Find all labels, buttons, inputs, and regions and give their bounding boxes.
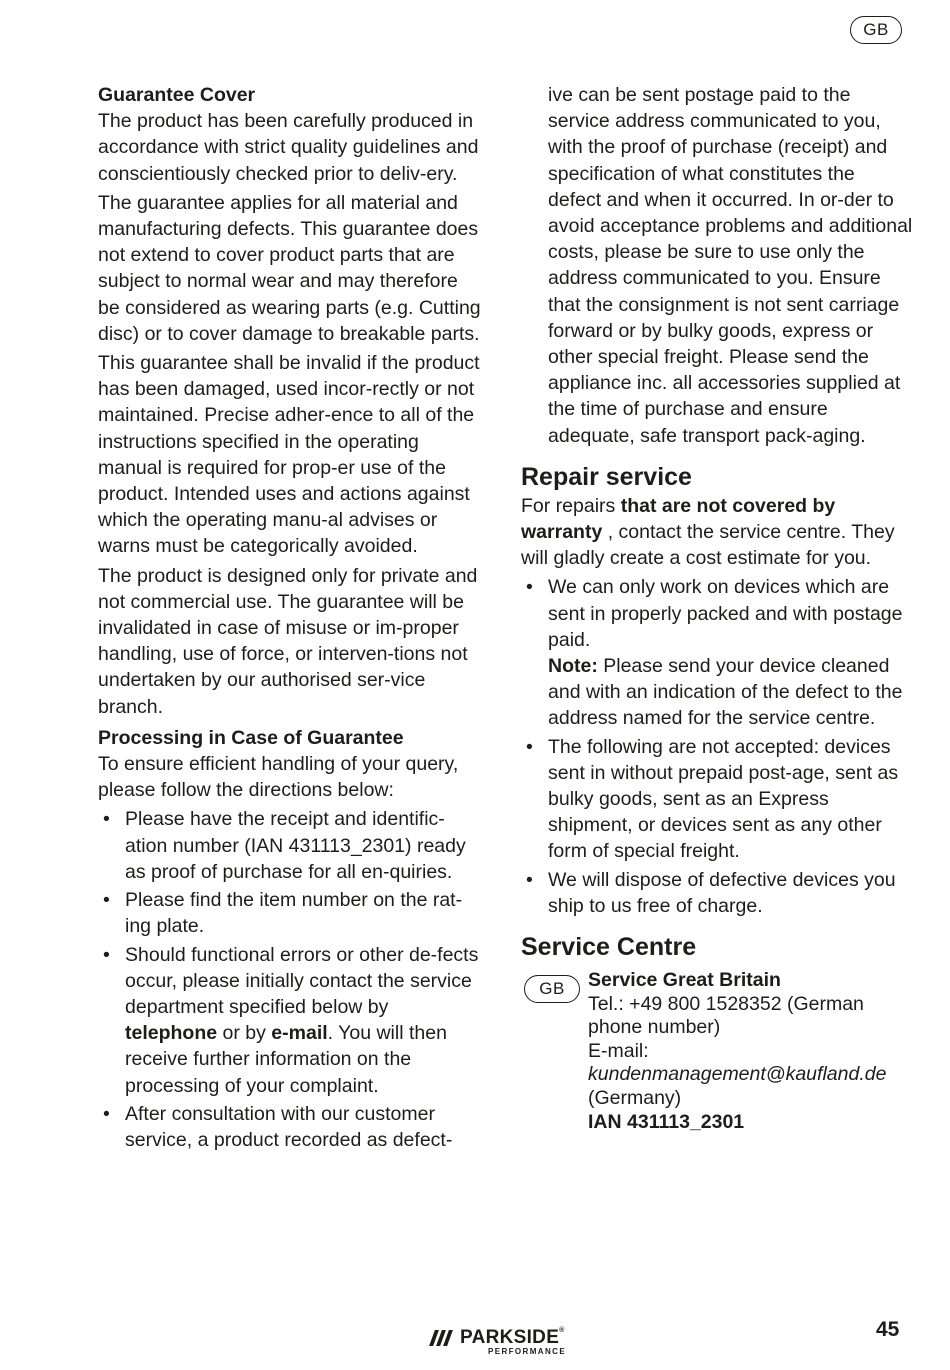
processing-list bbox=[98, 806, 484, 1153]
note bbox=[548, 653, 913, 732]
list-item-text: • We can only work on devices which are sent in properly packed and with postage paid. bbox=[548, 576, 903, 651]
repair-intro bbox=[521, 493, 913, 572]
list-item-text: Should functional errors or other de-fects occur, please initially contact the service department specified below by bbox=[125, 943, 479, 1018]
list-item bbox=[98, 942, 484, 1099]
list-item: • We will dispose of defective devices you ship to us free of charge. bbox=[521, 867, 913, 919]
list-item: • Please find the item number on the rat-ing plate. bbox=[98, 887, 484, 939]
processing-intro: To ensure efficient handling of your query, please follow the directions below: bbox=[98, 753, 459, 802]
service-country: (Germany) bbox=[588, 1087, 682, 1110]
list-item: • After consultation with our customer service, a product recorded as defect- bbox=[98, 1101, 484, 1153]
page-number: 45 bbox=[876, 1318, 900, 1341]
right-column bbox=[521, 82, 913, 1134]
service-name: Service Great Britain bbox=[588, 969, 781, 992]
repair-intro-text: , contact the service centre. They will gladly create a cost estimate for you. bbox=[521, 521, 895, 570]
telephone-emphasis: telephone bbox=[125, 1022, 218, 1045]
list-item-text: . You will then receive further information on the processing of your complaint. bbox=[125, 1022, 447, 1097]
repair-list bbox=[521, 574, 913, 919]
list-item-text: or by bbox=[222, 1022, 266, 1045]
brand-name: PARKSIDE® bbox=[460, 1327, 565, 1348]
list-item bbox=[521, 574, 913, 731]
processing-heading: Processing in Case of Guarantee bbox=[98, 726, 404, 749]
service-email-label: E-mail: bbox=[588, 1039, 649, 1062]
service-phone: Tel.: +49 800 1528352 (German phone number) bbox=[588, 992, 864, 1039]
guarantee-paragraph: The guarantee applies for all material and manufacturing defects. This guarantee does not extend to cover product parts that are subject to normal wear and may therefore be considered as wearing parts (e.g. Cutting disc) or to cover damage to breakable parts. bbox=[98, 191, 481, 345]
parkside-logo bbox=[432, 1327, 566, 1356]
service-centre-address bbox=[521, 969, 913, 1134]
note-text: Please send your device cleaned and with an indication of the defect to the address named for the service centre. bbox=[548, 655, 903, 730]
brand-subline: PERFORMANCE bbox=[488, 1347, 567, 1356]
service-centre-heading: Service Centre bbox=[521, 933, 697, 962]
list-item: • Please have the receipt and identific-ation number (IAN 431113_2301) ready as proof of purchase for all en-quiries. bbox=[98, 806, 484, 885]
note-label: Note: bbox=[548, 655, 598, 678]
repair-intro-text: For repairs bbox=[521, 494, 616, 517]
country-badge: GB bbox=[524, 975, 580, 1003]
country-badge: GB bbox=[850, 16, 902, 44]
service-email: kundenmanagement@kaufland.de bbox=[588, 1063, 887, 1086]
guarantee-paragraph: The product has been carefully produced in accordance with strict quality guidelines and conscientiously checked prior to deliv-ery. bbox=[98, 110, 479, 185]
list-item-continuation: ive can be sent postage paid to the service address communicated to you, with the proof of purchase (receipt) and specification of what constitutes the defect and when it occurred. In or-der to avoid acceptance problems and additional costs, please be sure to use only the address communicated to you. Ensure that the consignment is not sent carriage forward or by bulky goods, express or other special freight. Please send the appliance inc. all accessories supplied at the time of purchase and ensure adequate, safe transport pack-aging. bbox=[548, 84, 913, 447]
repair-intro-emphasis: that are not covered by warranty bbox=[521, 494, 836, 544]
repair-service-heading: Repair service bbox=[521, 462, 692, 491]
guarantee-paragraph: This guarantee shall be invalid if the product has been damaged, used incor-rectly or not maintained. Precise adher-ence to all of the instructions specified in the operating manual is required for prop-er use of the product. Intended uses and actions against which the operating manu-al advises or warns must be categorically avoided. bbox=[98, 352, 480, 558]
service-ian: IAN 431113_2301 bbox=[588, 1110, 745, 1133]
list-item: • The following are not accepted: devices sent in without prepaid post-age, sent as bulky goods, sent as an Express shipment, or devices sent as any other form of special freight. bbox=[521, 734, 913, 865]
guarantee-paragraph: The product is designed only for private and not commercial use. The guarantee will be invalidated in case of misuse or im-proper handling, use of force, or interven-tions not undertaken by our authorised ser-vice branch. bbox=[98, 564, 478, 718]
guarantee-cover-heading: Guarantee Cover bbox=[98, 84, 256, 106]
slashes-icon bbox=[432, 1330, 453, 1346]
email-emphasis: e-mail bbox=[271, 1022, 328, 1045]
left-column bbox=[98, 82, 484, 1156]
